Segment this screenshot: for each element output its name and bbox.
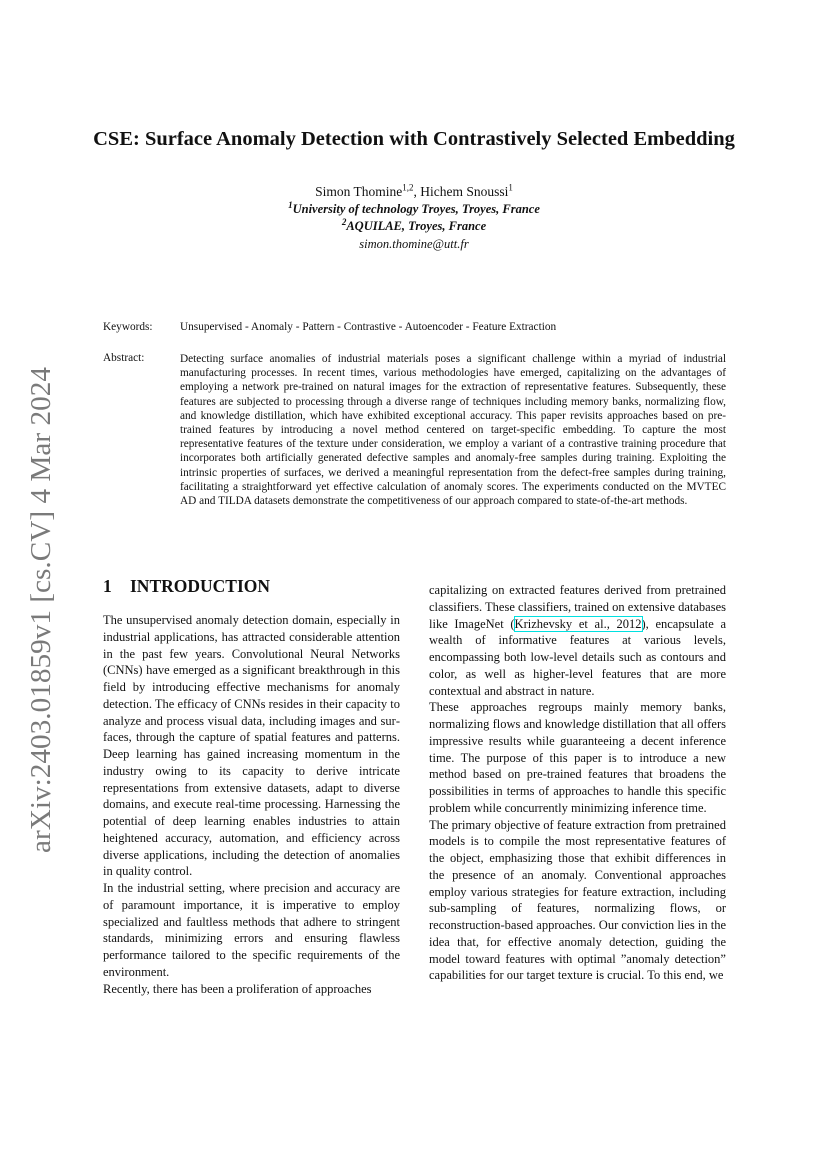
affiliation-text: University of technology Troyes, Troyes, France <box>292 201 540 216</box>
author-affiliation-marker: 1 <box>508 182 513 193</box>
section-number: 1 <box>103 576 112 596</box>
affiliation-text: AQUILAE, Troyes, France <box>346 219 487 233</box>
affiliation-marker: 2 <box>341 216 347 227</box>
author-name: Simon Thomine <box>315 184 403 199</box>
left-column <box>103 612 400 997</box>
author-email: simon.thomine@utt.fr <box>359 236 469 251</box>
right-column <box>429 582 726 984</box>
abstract-label: Abstract: <box>103 352 145 364</box>
author-name: Hichem Snoussi <box>420 184 509 199</box>
paragraph-text: capitalizing on extracted features derived from pretrained classifiers. These classifiers, trained on extensive databases like ImageNet ( <box>429 583 726 631</box>
paragraph: These approaches regroups mainly memory banks, normalizing flows and knowledge distillation that all offers impressive results while guaranteeing a decent inference time. The purpose of this paper is to introduce a new method based on pre-trained features that broadens the possibilities in terms of approaches to handle this specific problem while concurrently minimizing inference time. <box>429 700 726 815</box>
paragraph: The unsupervised anomaly detection domain, especially in industrial applications, has attracted considerable attention in the past few years. Convolutional Neural Networks (CNNs) have emerged as a significant breakthrough in this field by introducing effective mechanisms for anomaly detection. The efficacy of CNNs resides in their capacity to analyze and process visual data, including images and surfaces, through the capture of spatial features and patterns. Deep learning has gained increasing momentum in the industry owing to its capacity to derive intricate representations from extensive datasets, adapt to diverse domains, and execute real-time processing. Harnessing the potential of deep learning enables industries to attain heightened accuracy, automation, and efficiency across diverse applications, including the detection of anomalies in quality control. <box>103 613 400 879</box>
paragraph: The primary objective of feature extraction from pretrained models is to compile the most representative features of the object, emphasizing those that exhibit differences in the presence of an anomaly. Conventional approaches employ various strategies for feature extraction, including sub-sampling of features, normalizing flows, or reconstruction-based approaches. Our conviction lies in the idea that, for effective anomaly detection, guiding the model toward features with optimal ”anomaly detection” capabilities for our target texture is crucial. To this end, we <box>429 817 726 983</box>
abstract-text: Detecting surface anomalies of industrial materials poses a significant challenge within a myriad of industrial manufacturing processes. In recent times, various methodologies have emerged, capitalizing on the advantages of employing a network pre-trained on natural images for the extraction of representative features. Subsequently, these features are subjected to processing through a diverse range of techniques including memory banks, normalizing flow, and knowledge distillation, which have exhibited exceptional accuracy. This paper revisits approaches based on pre-trained features by introducing a novel method centered on target-specific embedding. To capture the most representative features of the texture under consideration, we employ a variant of a contrastive training procedure that incorporates both artificially generated defective samples and anomaly-free samples during training. Exploiting the intrinsic properties of surfaces, we derived a meaningful representation from the defect-free samples during training, facilitating a straightforward yet effective calculation of anomaly scores. The experiments conducted on the MVTEC AD and TILDA datasets demonstrate the competitiveness of our approach compared to state-of-the-art methods. <box>180 353 726 508</box>
arxiv-identifier-text: arXiv:2403.01859v1 [cs.CV] 4 Mar 2024 <box>25 371 57 853</box>
arxiv-identifier-stamp <box>14 365 64 855</box>
paragraph: Recently, there has been a proliferation of approaches <box>103 981 372 996</box>
affiliation-1 <box>160 201 668 219</box>
paper-title: CSE: Surface Anomaly Detection with Contrastively Selected Embedding <box>93 128 735 150</box>
section-title: INTRODUCTION <box>130 576 271 596</box>
citation-link[interactable]: Krizhevsky et al., 2012 <box>514 616 642 631</box>
paragraph <box>429 582 726 699</box>
affiliation-2 <box>160 218 668 236</box>
author-separator: , <box>413 184 421 199</box>
section-heading <box>103 576 270 597</box>
author-affiliation-marker: 1,2 <box>402 182 414 193</box>
paragraph: In the industrial setting, where precision and accuracy are of paramount importance, it is imperative to employ specialized and faultless methods that adhere to stringent standards, minimizing errors and ensuring flawless performance tailored to the specific requirements of the environment. <box>103 881 400 979</box>
author-block <box>160 183 668 253</box>
keywords-text: Unsupervised - Anomaly - Pattern - Contrastive - Autoencoder - Feature Extraction <box>180 321 557 333</box>
author-names <box>160 183 668 201</box>
paragraph-text: ), encapsulate a wealth of informative features at various levels, encompassing both low-level details such as contours and color, as well as higher-level features that are more contextual and abstract in nature. <box>429 616 726 698</box>
keywords-label: Keywords: <box>103 321 153 333</box>
affiliation-marker: 1 <box>288 199 293 210</box>
